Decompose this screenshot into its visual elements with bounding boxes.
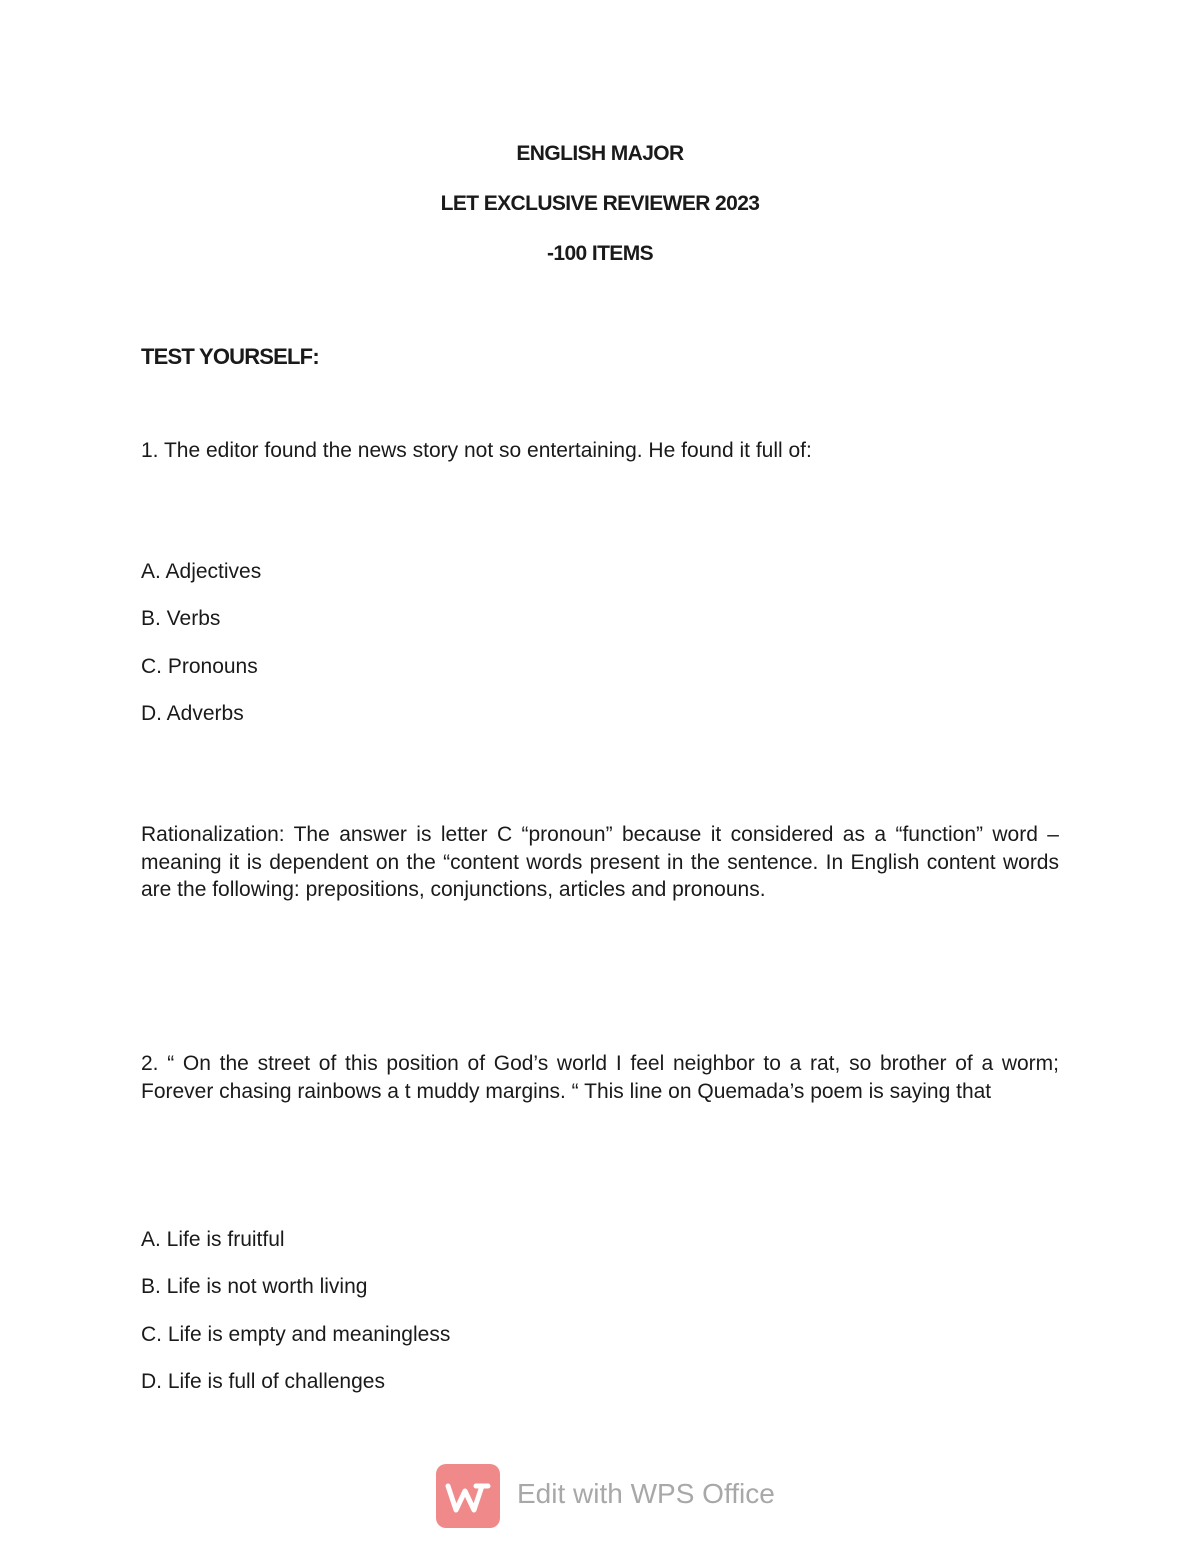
heading-reviewer-title: LET EXCLUSIVE REVIEWER 2023: [440, 192, 760, 215]
question-2-prompt: 2. “ On the street of this position of God’s world I feel neighbor to a rat, so brother of a worm; Forever chasing rainbows a t muddy margins. “ This line on Quemada’s poem is saying that: [141, 1052, 1059, 1103]
question-2-option-a: A. Life is fruitful: [141, 1228, 285, 1251]
section-title: TEST YOURSELF:: [141, 344, 319, 369]
question-1-option-b: B. Verbs: [141, 607, 221, 630]
question-2-option-c: C. Life is empty and meaningless: [141, 1323, 451, 1346]
question-2-option-b: B. Life is not worth living: [141, 1275, 368, 1298]
question-1-prompt: 1. The editor found the news story not so entertaining. He found it full of:: [141, 439, 812, 462]
heading-subject: ENGLISH MAJOR: [516, 142, 684, 165]
question-1-option-a: A. Adjectives: [141, 560, 262, 583]
question-1-option-d: D. Adverbs: [141, 702, 244, 725]
question-1-rationalization: Rationalization: The answer is letter C “pronoun” because it considered as a “function” word – meaning it is dependent on the “content words present in the sentence. In English content words are the following: prepositions, conjunctions, articles and pronouns.: [141, 823, 1059, 901]
wps-w-icon[interactable]: [436, 1464, 500, 1528]
question-2-option-d: D. Life is full of challenges: [141, 1370, 385, 1393]
heading-item-count: -100 ITEMS: [546, 242, 654, 265]
wps-edit-link[interactable]: Edit with WPS Office: [517, 1478, 775, 1509]
question-1-option-c: C. Pronouns: [141, 655, 258, 678]
